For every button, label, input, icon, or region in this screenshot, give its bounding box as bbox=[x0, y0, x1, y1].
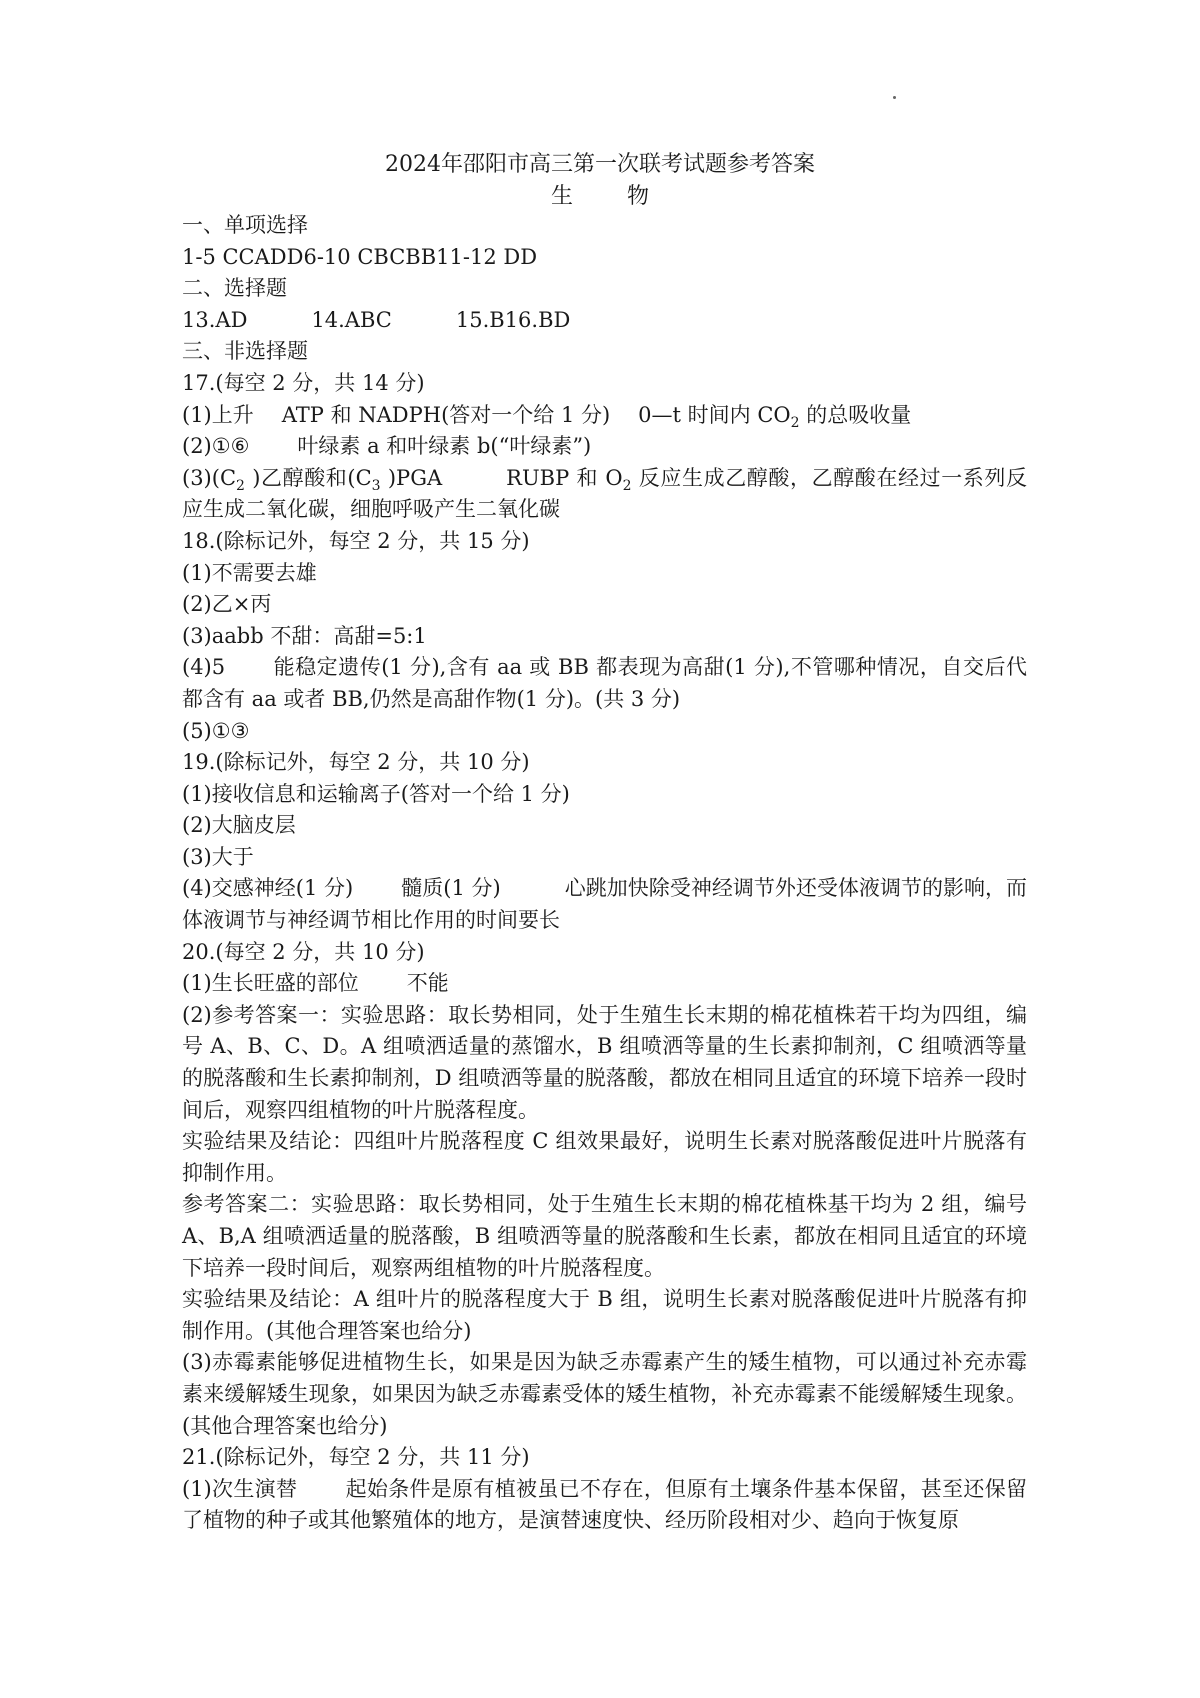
q18-answer-4: (4)5 能稳定遗传(1 分),含有 aa 或 BB 都表现为高甜(1 分),不管哪种情况，自交后代都含有 aa 或者 BB,仍然是高甜作物(1 分)。(共 3 分) bbox=[182, 655, 1027, 711]
answer-13: 13.AD bbox=[182, 307, 248, 332]
q20-answer-2-option-1: (2)参考答案一：实验思路：取长势相同，处于生殖生长末期的棉花植株若干均为四组，编号 A、B、C、D。A 组喷洒适量的蒸馏水，B 组喷洒等量的生长素抑制剂，C 组喷洒等量的脱落酸和生长素抑制剂，D 组喷洒等量的脱落酸，都放在相同且适宜的环境下培养一段时间后，观察四组植物的叶片脱落程度。 bbox=[182, 1002, 1027, 1122]
q20-answer-2-option-2: 参考答案二：实验思路：取长势相同，处于生殖生长末期的棉花植株基干均为 2 组，编号 A、B,A 组喷洒适量的脱落酸，B 组喷洒等量的脱落酸和生长素，都放在相同且适宜的环境下培养一段时间后，观察两组植物的叶片脱落程度。 bbox=[182, 1192, 1027, 1280]
answer-15-16: 15.B16.BD bbox=[455, 307, 571, 332]
q21-answer-1: (1)次生演替 起始条件是原有植被虽已不存在，但原有土壤条件基本保留，甚至还保留了植物的种子或其他繁殖体的地方，是演替速度快、经历阶段相对少、趋向于恢复原 bbox=[182, 1476, 1028, 1533]
q18-answer-3: (3)aabb 不甜：高甜=5:1 bbox=[182, 623, 427, 648]
q18-answer-5: (5)①③ bbox=[182, 718, 250, 743]
q19-answer-1: (1)接收信息和运输离子(答对一个给 1 分) bbox=[182, 781, 570, 806]
q19-answer-2: (2)大脑皮层 bbox=[182, 813, 296, 838]
q20-answer-1: (1)生长旺盛的部位 不能 bbox=[182, 971, 449, 996]
q20-answer-3: (3)赤霉素能够促进植物生长，如果是因为缺乏赤霉素产生的矮生植物，可以通过补充赤霉素来缓解矮生现象，如果因为缺乏赤霉素受体的矮生植物，补充赤霉素不能缓解矮生现象。(其他合理答案也给分) bbox=[182, 1350, 1027, 1438]
q17-answer-3: $(3)(C_2$ )乙醇酸和($C_3$ )PGA RUBP 和 $O_2$ 反应生成乙醇酸，乙醇酸在经过一系列反应生成二氧化碳，细胞呼吸产生二氧化碳 bbox=[182, 465, 1027, 522]
question-17-head: 17.(每空 2 分，共 14 分) bbox=[182, 370, 425, 395]
section-heading: 一、单项选择 bbox=[182, 213, 308, 237]
subject-title: 生 物 bbox=[550, 184, 665, 209]
scan-speck bbox=[893, 96, 896, 99]
section-heading: 二、选择题 bbox=[182, 276, 287, 301]
choice-answers: 1-5 CCADD6-10 CBCBB11-12 DD bbox=[182, 244, 538, 269]
answer-14: 14.ABC bbox=[311, 307, 392, 332]
q19-answer-4: (4)交感神经(1 分) 髓质(1 分) 心跳加快除受神经调节外还受体液调节的影响，而体液调节与神经调节相比作用的时间要长 bbox=[182, 876, 1028, 933]
q18-answer-1: (1)不需要去雄 bbox=[182, 560, 317, 585]
multi-choice-answers bbox=[182, 305, 1027, 337]
q20-answer-2-result-1: 实验结果及结论：四组叶片脱落程度 C 组效果最好，说明生长素对脱落酸促进叶片脱落有抑制作用。 bbox=[182, 1129, 1027, 1185]
q17-answer-2: (2)①⑥ 叶绿素 a 和叶绿素 b(“叶绿素”) bbox=[182, 434, 592, 459]
q19-answer-3: (3)大于 bbox=[182, 844, 254, 869]
question-21-head: 21.(除标记外，每空 2 分，共 11 分) bbox=[182, 1445, 530, 1470]
question-20-head: 20.(每空 2 分，共 10 分) bbox=[182, 939, 425, 964]
q20-answer-2-result-2: 实验结果及结论：A 组叶片的脱落程度大于 B 组，说明生长素对脱落酸促进叶片脱落有抑制作用。(其他合理答案也给分) bbox=[182, 1287, 1027, 1343]
question-18-head: 18.(除标记外，每空 2 分，共 15 分) bbox=[182, 528, 530, 553]
document-title: 2024年邵阳市高三第一次联考试题参考答案 bbox=[385, 152, 815, 177]
section-heading: 三、非选择题 bbox=[182, 339, 308, 364]
q18-answer-2: (2)乙×丙 bbox=[182, 592, 272, 617]
question-19-head: 19.(除标记外，每空 2 分，共 10 分) bbox=[182, 750, 530, 775]
answer-content bbox=[182, 210, 1027, 1537]
q17-answer-1: (1)上升 ATP 和 NADPH(答对一个给 1 分) 0—t 时间内 $CO_2$ 的总吸收量 bbox=[182, 402, 912, 431]
